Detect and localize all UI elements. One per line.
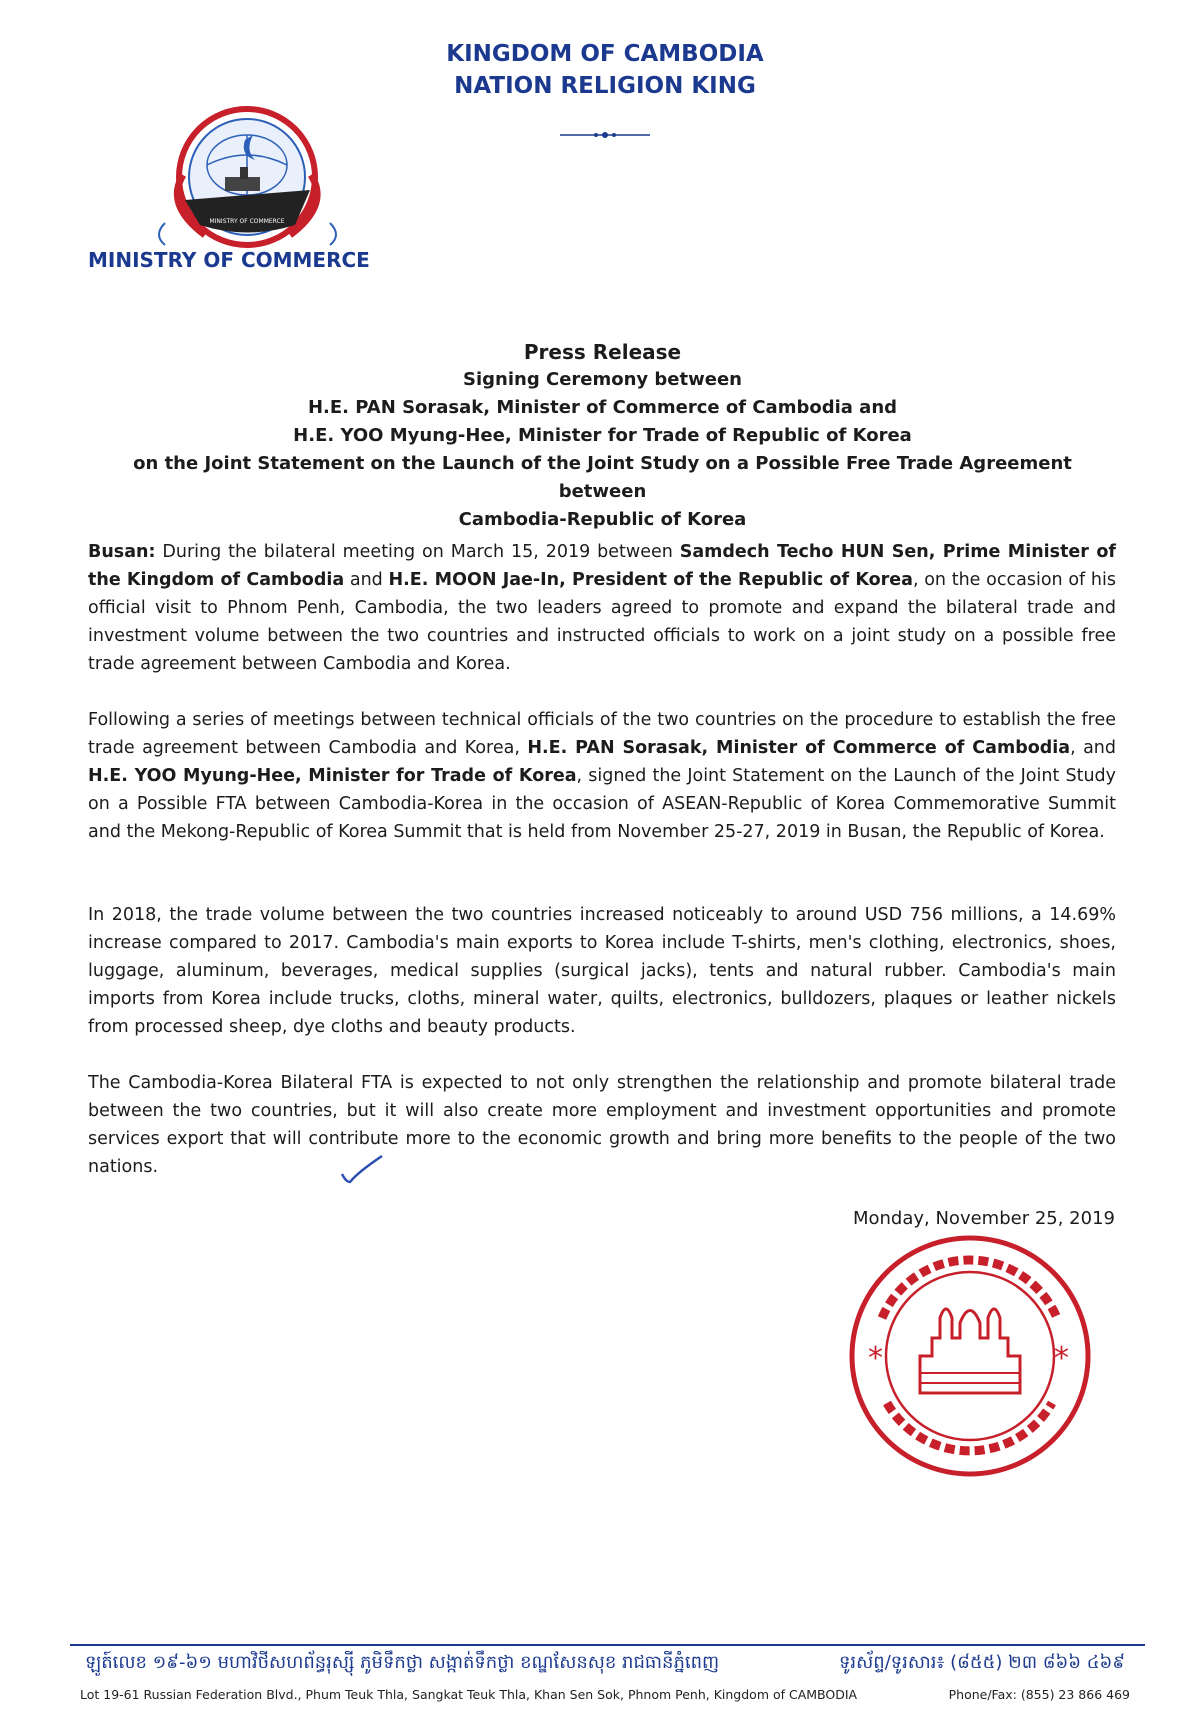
title-line: H.E. YOO Myung-Hee, Minister for Trade of Republic of Korea: [293, 425, 912, 446]
paragraph-text: , and: [1070, 738, 1116, 758]
official-seal-stamp: [842, 1228, 1097, 1483]
title-line: H.E. PAN Sorasak, Minister of Commerce of Cambodia and: [307, 397, 898, 418]
president-name: H.E. MOON Jae-In, President of the Republic of Korea: [388, 570, 913, 590]
title-line: Signing Ceremony between: [463, 369, 742, 390]
footer-address: Lot 19-61 Russian Federation Blvd., Phum Teuk Thla, Sangkat Teuk Thla, Khan Sen Sok, Phnom Penh, Kingdom of CAMBODIA: [80, 1687, 858, 1702]
minister-commerce-name: H.E. PAN Sorasak, Minister of Commerce of Cambodia: [527, 738, 1071, 758]
footer-english: [80, 1687, 1130, 1702]
svg-text:*: *: [868, 1341, 883, 1376]
kingdom-heading: [380, 38, 830, 102]
release-date: Monday, November 25, 2019: [852, 1208, 1115, 1229]
footer-phone: Phone/Fax: (855) 23 866 469: [948, 1687, 1130, 1702]
kingdom-line: KINGDOM OF CAMBODIA: [446, 41, 764, 67]
title-line: on the Joint Statement on the Launch of the Joint Study on a Possible Free Trade Agreement between: [133, 453, 1072, 502]
paragraph-trade-volume: In 2018, the trade volume between the two countries increased noticeably to around USD 756 millions, a 14.69% increase compared to 2017. Cambodia's main exports to Korea include T-shirts, men's clothing, electronics, shoes, luggage, aluminum, beverages, medical supplies (surgical jacks), tents and natural rubber. Cambodia's main imports from Korea include trucks, cloths, mineral water, quilts, electronics, bulldozers, plaques or leather nickels from processed sheep, dye cloths and beauty products.: [88, 905, 1116, 1037]
ministry-name: MINISTRY OF COMMERCE: [88, 248, 370, 272]
footer-khmer-address: ឡូត៍លេខ ១៩-៦១ មហាវិថីសហព័ន្ធរុស្ស៊ី ភូមិទឹកថ្លា សង្កាត់ទឹកថ្លា ខណ្ឌសែនសុខ រាជធានីភ្នំពេញ: [85, 1652, 720, 1673]
ornament-divider: [560, 128, 650, 142]
press-title-block: [90, 338, 1115, 534]
paragraph-signing: [88, 706, 1116, 846]
dateline: Busan:: [88, 542, 156, 562]
footer-khmer: [85, 1650, 1125, 1677]
paragraph-text: , signed the Joint Statement on the Launch of the Joint Study on a Possible FTA between Cambodia-Korea in the occasion of ASEAN-Republic of Korea Commemorative Summit and the Mekong-Republic of Korea Summit that is held from November 25-27, 2019 in Busan, the Republic of Korea.: [88, 766, 1116, 842]
ministry-logo: [145, 105, 350, 255]
motto-line: NATION RELIGION KING: [454, 73, 756, 99]
minister-trade-name: H.E. YOO Myung-Hee, Minister for Trade of Korea: [88, 766, 577, 786]
paragraph-text: and: [344, 570, 389, 590]
prime-minister-name: Samdech Techo HUN Sen, Prime Minister of the Kingdom of Cambodia: [88, 542, 1117, 590]
press-release-label: Press Release: [523, 340, 682, 364]
title-line: Cambodia-Republic of Korea: [458, 509, 747, 530]
paragraph-text: During the bilateral meeting on March 15, 2019 between: [155, 542, 680, 562]
svg-text:*: *: [1054, 1341, 1069, 1376]
paragraph-busan: [88, 538, 1116, 678]
handwritten-tick-mark: [338, 1152, 386, 1188]
footer-divider: [70, 1644, 1145, 1646]
paragraph-text: Following a series of meetings between technical officials of the two countries on the procedure to establish the free trade agreement between Cambodia and Korea,: [88, 710, 1116, 758]
paragraph-fta-expectation: The Cambodia-Korea Bilateral FTA is expected to not only strengthen the relationship and promote bilateral trade between the two countries, but it will also create more employment and investment opportunities and promote services export that will contribute more to the economic growth and bring more benefits to the people of the two nations.: [88, 1073, 1116, 1177]
paragraph-text: , on the occasion of his official visit to Phnom Penh, Cambodia, the two leaders agreed to promote and expand the bilateral trade and investment volume between the two countries and instructed officials to work on a joint study on a possible free trade agreement between Cambodia and Korea.: [88, 570, 1116, 674]
footer-khmer-phone: ទូរស័ព្ទ/ទូរសារ៖ (៨៥៥) ២៣ ៨៦៦ ៤៦៩: [838, 1652, 1125, 1673]
logo-text: MINISTRY OF COMMERCE: [209, 218, 285, 225]
